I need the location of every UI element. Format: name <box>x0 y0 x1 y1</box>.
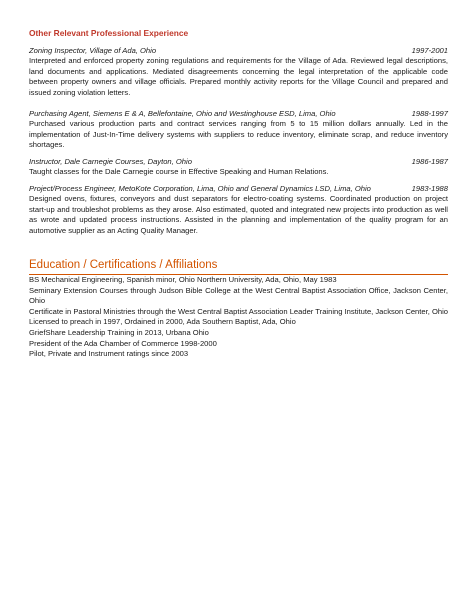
job-entry <box>29 156 448 178</box>
education-heading: Education / Certifications / Affiliations <box>29 258 448 275</box>
job-header <box>29 183 448 194</box>
job-description: Designed ovens, fixtures, conveyors and dust separators for electro-coating systems. Coordinated production on project start-up and troubleshot problems as they arose. Also estimated, quoted and integrated new projects into production as well as wrote and updated process instructions. Assisted in the planning and implementation of the quality program for an automotive supplier as an Acting Quality Manager. <box>29 194 448 235</box>
job-entry <box>29 108 448 151</box>
education-item: BS Mechanical Engineering, Spanish minor, Ohio Northern University, Ada, Ohio, May 1983 <box>29 275 337 284</box>
education-item: Certificate in Pastoral Ministries through the West Central Baptist Association Leader Training Institute, Jackson Center, Ohio <box>29 306 448 316</box>
job-dates: 1986-1987 <box>411 157 448 166</box>
education-item: Licensed to preach in 1997, Ordained in 2000, Ada Southern Baptist, Ada, Ohio <box>29 317 296 327</box>
job-header <box>29 45 448 56</box>
job-header <box>29 108 448 119</box>
job-title: Purchasing Agent, Siemens E & A, Bellefontaine, Ohio and Westinghouse ESD, Lima, Ohio <box>29 109 336 118</box>
job-entry <box>29 45 448 98</box>
job-title: Zoning Inspector, Village of Ada, Ohio <box>29 46 157 55</box>
job-title: Instructor, Dale Carnegie Courses, Dayton, Ohio <box>29 157 192 166</box>
education-item: Pilot, Private and Instrument ratings since 2003 <box>29 349 189 359</box>
job-entry <box>29 183 448 236</box>
job-dates: 1997-2001 <box>411 46 448 55</box>
job-header <box>29 156 448 167</box>
job-description: Taught classes for the Dale Carnegie course in Effective Speaking and Human Relations. <box>29 167 329 176</box>
job-description: Interpreted and enforced property zoning regulations and requirements for the Village of Ada. Reviewed legal descriptions, land documents and applications. Mediated disagreements concerning the legal interpretation of the applicable code between property owners and village officials. Prepared monthly activity reports for the Village Council and prepared and issued zoning violation letters. <box>29 56 448 97</box>
education-item: President of the Ada Chamber of Commerce 1998-2000 <box>29 338 217 348</box>
job-dates: 1983-1988 <box>411 184 448 193</box>
education-item: Seminary Extension Courses through Judson Bible College at the West Central Baptist Association Office, Jackson Center, Ohio <box>29 285 448 306</box>
education-item: GriefShare Leadership Training in 2013, Urbana Ohio <box>29 327 209 337</box>
job-description: Purchased various production parts and contract services ranging from 5 to 15 million dollars annually. Led in the implementation of Just-In-Time delivery systems with suppliers to reduce inventory, eliminate scrap, and reduce inventory shortages. <box>29 119 448 150</box>
job-title: Project/Process Engineer, MetoKote Corporation, Lima, Ohio and General Dynamics LSD, Lima, Ohio <box>29 184 371 193</box>
experience-heading: Other Relevant Professional Experience <box>29 28 189 38</box>
job-dates: 1988-1997 <box>411 109 448 118</box>
education-list <box>29 275 448 360</box>
